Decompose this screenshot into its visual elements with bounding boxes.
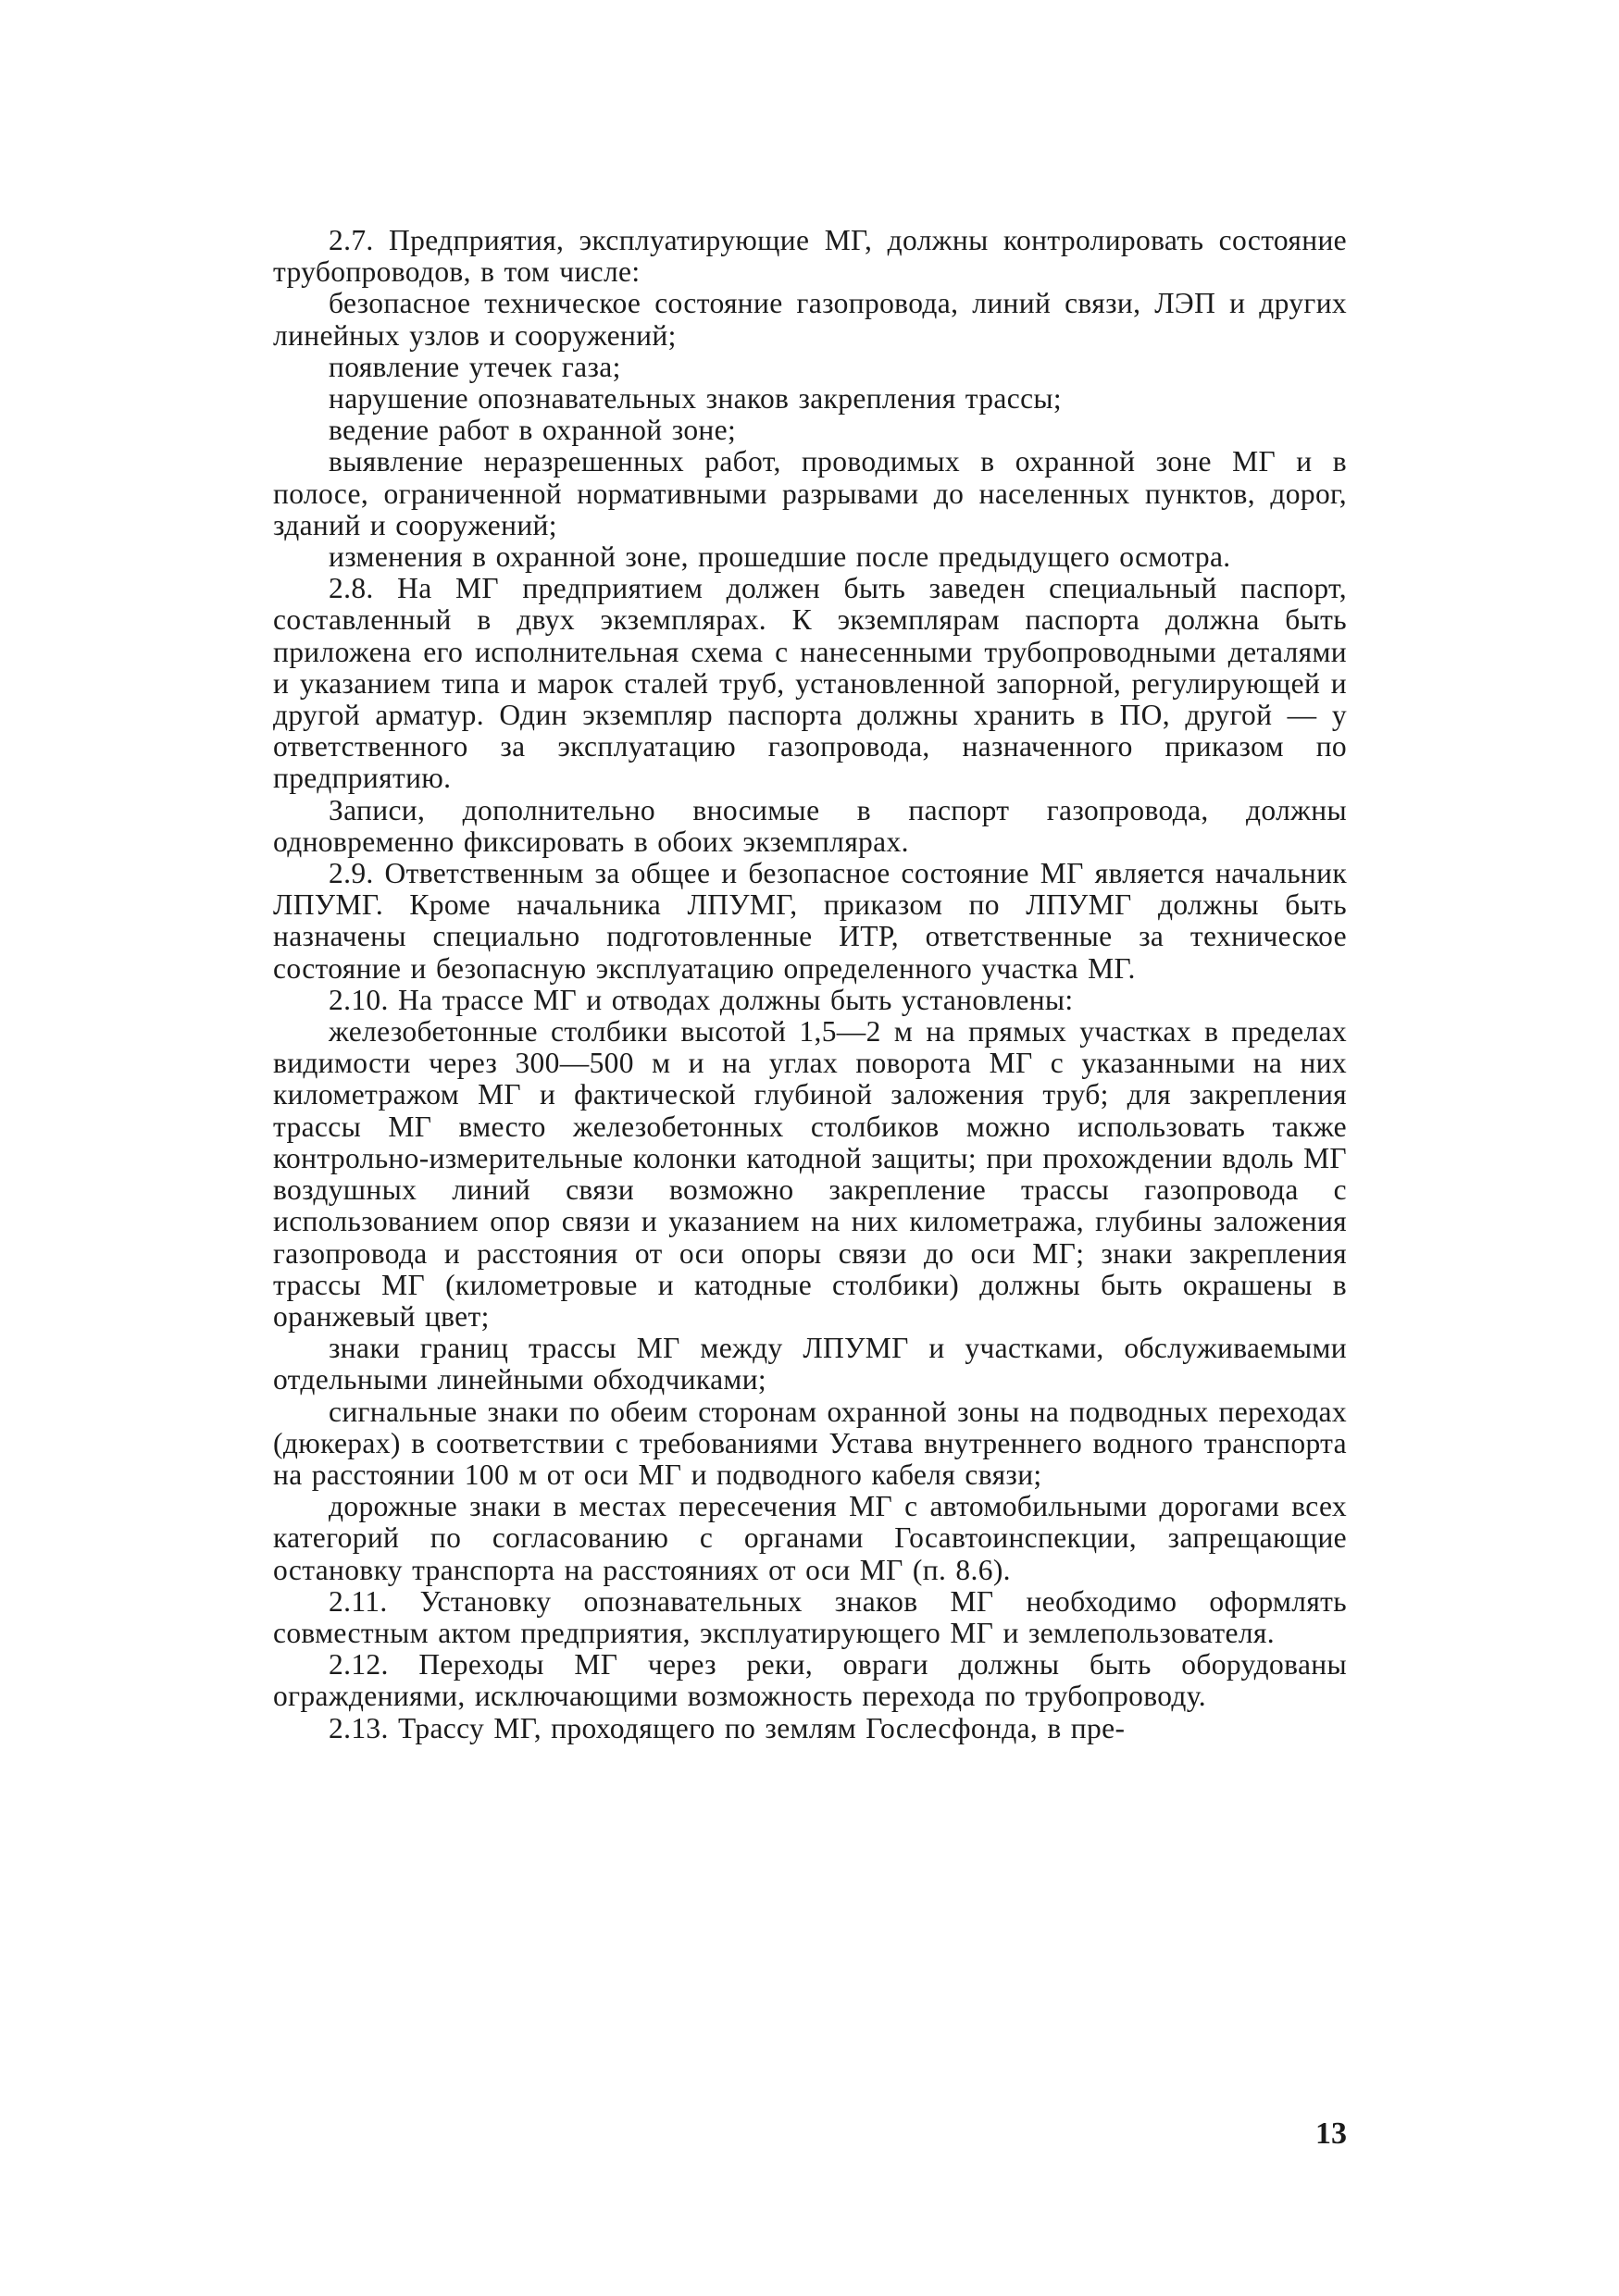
list-item-safe-state: безопасное техническое состояние газопровода, линий связи, ЛЭП и других линейных узлов и сооружений; xyxy=(273,287,1347,352)
list-item-route-markers: нарушение опознавательных знаков закрепления трассы; xyxy=(329,382,1063,416)
list-item-road-signs: дорожные знаки в местах пересечения МГ с автомобильными дорогами всех категорий по согласованию с органами Госавтоинспекции, запрещающие остановку транспорта на расстояниях от оси МГ (п. 8.6). xyxy=(273,1490,1347,1586)
paragraph-2-7: 2.7. Предприятия, эксплуатирующие МГ, должны контролировать состояние трубопроводов, в том числе: xyxy=(273,224,1347,289)
paragraph-2-10: 2.10. На трассе МГ и отводах должны быть установлены: xyxy=(329,983,1074,1016)
paragraph-2-9: 2.9. Ответственным за общее и безопасное состояние МГ является начальник ЛПУМГ. Кроме начальника ЛПУМГ, приказом по ЛПУМГ должны быть назначены специально подготовленные ИТР, ответственные за техническое состояние и безопасную эксплуатацию определенного участка МГ. xyxy=(273,857,1347,985)
list-item-works-in-zone: ведение работ в охранной зоне; xyxy=(329,414,737,447)
list-item-unauthorized-works: выявление неразрешенных работ, проводимых в охранной зоне МГ и в полосе, ограниченной нормативными разрывами до населенных пунктов, дорог, зданий и сооружений; xyxy=(273,445,1347,541)
paragraph-2-13: 2.13. Трассу МГ, проходящего по землям Гослесфонда, в пре- xyxy=(329,1711,1126,1744)
body-text xyxy=(273,225,1347,1744)
paragraph-2-12: 2.12. Переходы МГ через реки, овраги должны быть оборудованы ограждениями, исключающими возможность перехода по трубопроводу. xyxy=(273,1648,1347,1713)
list-item-zone-changes: изменения в охранной зоне, прошедшие после предыдущего осмотра. xyxy=(329,540,1231,574)
page-number: 13 xyxy=(1315,2116,1347,2151)
list-item-concrete-posts: железобетонные столбики высотой 1,5—2 м на прямых участках в пределах видимости через 300—500 м и на углах поворота МГ с указанными на них километражом МГ и фактической глубиной заложения труб; для закрепления трассы МГ вместо железобетонных столбиков можно использовать также контрольно-измерительные колонки катодной защиты; при прохождении вдоль МГ воздушных линий связи возможно закрепление трассы газопровода с использованием опор связи и указанием на них километража, глубины заложения газопровода и расстояния от оси опоры связи до оси МГ; знаки закрепления трассы МГ (километровые и катодные столбики) должны быть окрашены в оранжевый цвет; xyxy=(273,1015,1347,1333)
paragraph-passport-records: Записи, дополнительно вносимые в паспорт газопровода, должны одновременно фиксировать в обоих экземплярах. xyxy=(273,793,1347,858)
list-item-signal-signs: сигнальные знаки по обеим сторонам охранной зоны на подводных переходах (дюкерах) в соответствии с требованиями Устава внутреннего водного транспорта на расстоянии 100 м от оси МГ и подводного кабеля связи; xyxy=(273,1395,1347,1491)
paragraph-2-8: 2.8. На МГ предприятием должен быть заведен специальный паспорт, составленный в двух экземплярах. К экземплярам паспорта должна быть приложена его исполнительная схема с нанесенными трубопроводными деталями и указанием типа и марок сталей труб, установленной запорной, регулирующей и другой арматур. Один экземпляр паспорта должны хранить в ПО, другой — у ответственного за эксплуатацию газопровода, назначенного приказом по предприятию. xyxy=(273,572,1347,795)
list-item-boundary-signs: знаки границ трассы МГ между ЛПУМГ и участками, обслуживаемыми отдельными линейными обходчиками; xyxy=(273,1332,1347,1396)
paragraph-2-11: 2.11. Установку опознавательных знаков МГ необходимо оформлять совместным актом предприятия, эксплуатирующего МГ и землепользователя. xyxy=(273,1584,1347,1649)
list-item-gas-leaks: появление утечек газа; xyxy=(329,350,621,383)
